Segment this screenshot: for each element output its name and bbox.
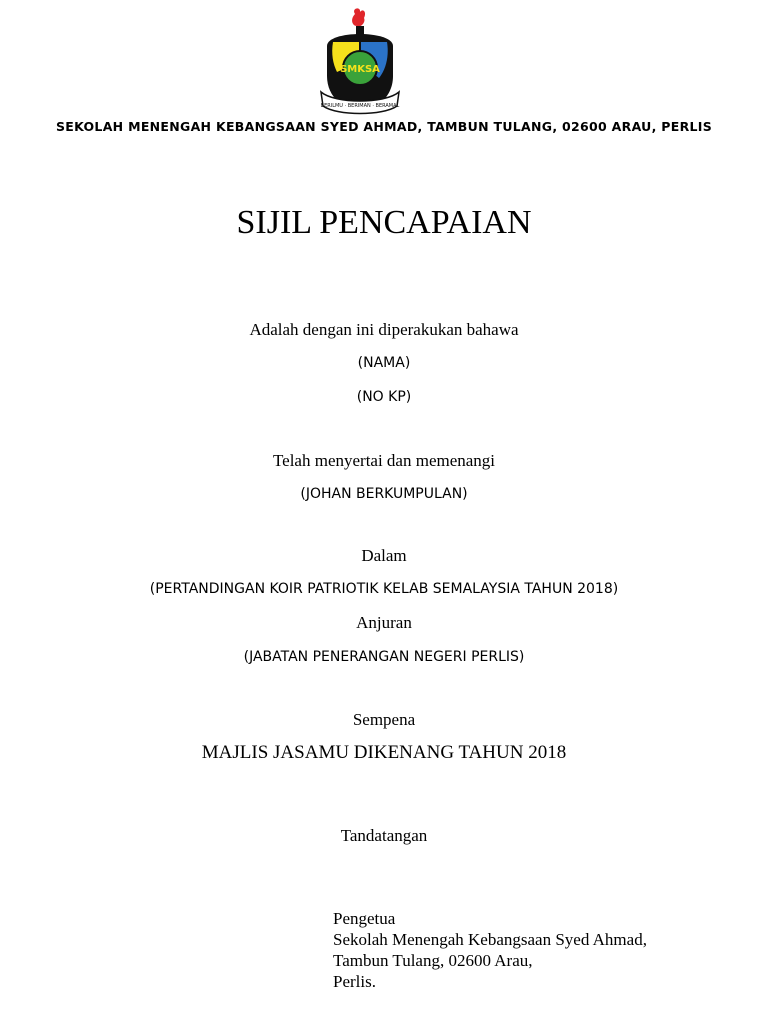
school-crest-icon: [317, 6, 403, 116]
signatory-line-3: Perlis.: [333, 972, 376, 991]
dalam-label: Dalam: [361, 546, 407, 565]
name-placeholder: (NAMA): [357, 355, 411, 371]
sempena-label: Sempena: [352, 710, 416, 729]
anjuran-label: Anjuran: [356, 613, 412, 632]
event-name: MAJLIS JASAMU DIKENANG TAHUN 2018: [201, 742, 567, 763]
intro-text: Adalah dengan ini diperakukan bahawa: [249, 320, 519, 339]
signature-block: [333, 908, 647, 992]
award-text: (JOHAN BERKUMPULAN): [300, 486, 468, 502]
ribbon-text: BERILMU · BERIMAN · BERAMAL: [320, 103, 400, 109]
crest-text: SMKSA: [340, 64, 380, 75]
ic-placeholder: (NO KP): [356, 389, 412, 405]
torch-flame: [352, 8, 365, 26]
signatory-line-1: Sekolah Menengah Kebangsaan Syed Ahmad,: [333, 930, 647, 949]
certificate-title: SIJIL PENCAPAIAN: [236, 204, 532, 241]
signature-label: Tandatangan: [340, 826, 428, 845]
signatory-line-2: Tambun Tulang, 02600 Arau,: [333, 951, 533, 970]
participated-text: Telah menyertai dan memenangi: [272, 451, 496, 470]
school-name-header: SEKOLAH MENENGAH KEBANGSAAN SYED AHMAD, TAMBUN TULANG, 02600 ARAU, PERLIS: [55, 119, 713, 134]
organizer-text: (JABATAN PENERANGAN NEGERI PERLIS): [243, 649, 525, 665]
competition-text: (PERTANDINGAN KOIR PATRIOTIK KELAB SEMALAYSIA TAHUN 2018): [149, 581, 619, 597]
signatory-title: Pengetua: [333, 909, 396, 928]
